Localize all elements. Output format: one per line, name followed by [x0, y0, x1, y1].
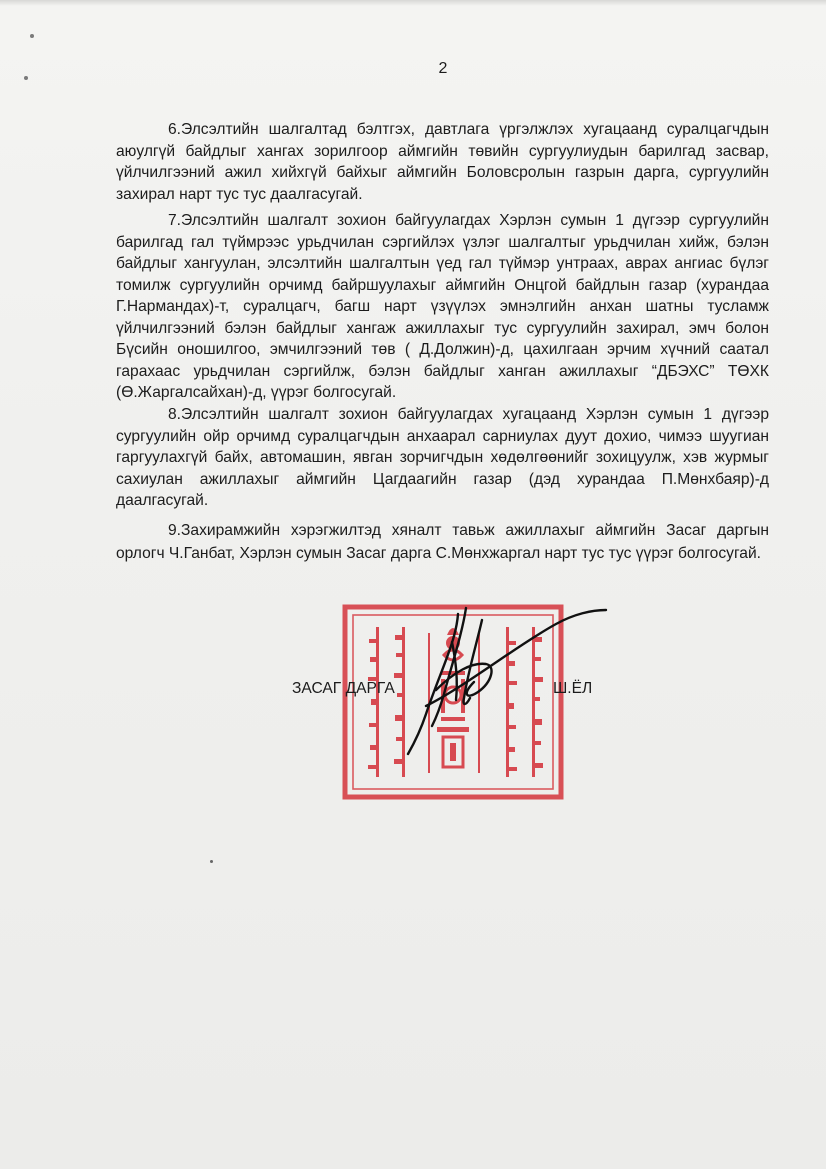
signatory-name: Ш.ЁЛ: [553, 680, 593, 697]
paragraph-7: 7.Элсэлтийн шалгалт зохион байгуулагдах Хэрлэн сумын 1 дүгээр сургуулийн барилгад гал түймрээс урьдчилан сэргийлэх үзлэг шалгалтыг урьдчилан хийж, бэлэн байдлыг хангуулан, элсэлтийн шалгалтын үед гал түймэр унтраах, аврах ангиас бүлэг томилж сургуулийн орчимд байршуулахыг аймгийн Онцгой байдлын газар (хурандаа Г.Нармандах)-т, суралцагч, багш нарт үзүүлэх эмнэлгийн анхан шатны тусламж үйлчилгээний бэлэн байдлыг хангаж ажиллахыг тус сургуулийн захирал, эмч болон Бүсийн оношилгоо, эмчилгээний төв ( Д.Должин)-д, цахилгаан эрчим хүчний саатал гарахаас урьдчилан сэргийлж, бэлэн байдлыг ханган ажиллахыг “ДБЭХС” ТӨХК (Ө.Жаргалсайхан)-д, үүрэг болгосугай.: [116, 212, 769, 401]
scan-speck: [210, 860, 213, 863]
punch-mark: [30, 34, 34, 38]
paragraph-8: 8.Элсэлтийн шалгалт зохион байгуулагдах хугацаанд Хэрлэн сумын 1 дүгээр сургуулийн ойр орчимд суралцагчдын анхаарал сарниулах дуут дохио, чимээ шуугиан гаргуулахгүй байх, автомашин, явган зорчигчдын хөдөлгөөнийг зохицуулж, хэв журмыг сахиулан ажиллахыг аймгийн Цагдаагийн газар (дэд хурандаа П.Мөнхбаяр)-д даалгасугай.: [116, 406, 769, 509]
scan-top-edge: [0, 0, 826, 6]
page-number: 2: [438, 60, 448, 77]
signatory-title: ЗАСАГ ДАРГА: [292, 680, 395, 697]
paragraph-9: 9.Захирамжийн хэрэгжилтэд хяналт тавьж ажиллахыг аймгийн Засаг даргын орлогч Ч.Ганбат, Хэрлэн сумын Засаг дарга С.Мөнхжаргал нарт тус тус үүрэг болгосугай.: [116, 522, 769, 562]
paragraph-6: 6.Элсэлтийн шалгалтад бэлтгэх, давтлага үргэлжлэх хугацаанд суралцагчдын аюулгүй байдлыг хангах зорилгоор аймгийн төвийн сургуулиудын барилгад засвар, үйлчилгээний ажил хийхгүй байхыг аймгийн Боловсролын газрын дарга, сургуулийн захирал нарт тус тус даалгасугай.: [116, 121, 769, 203]
